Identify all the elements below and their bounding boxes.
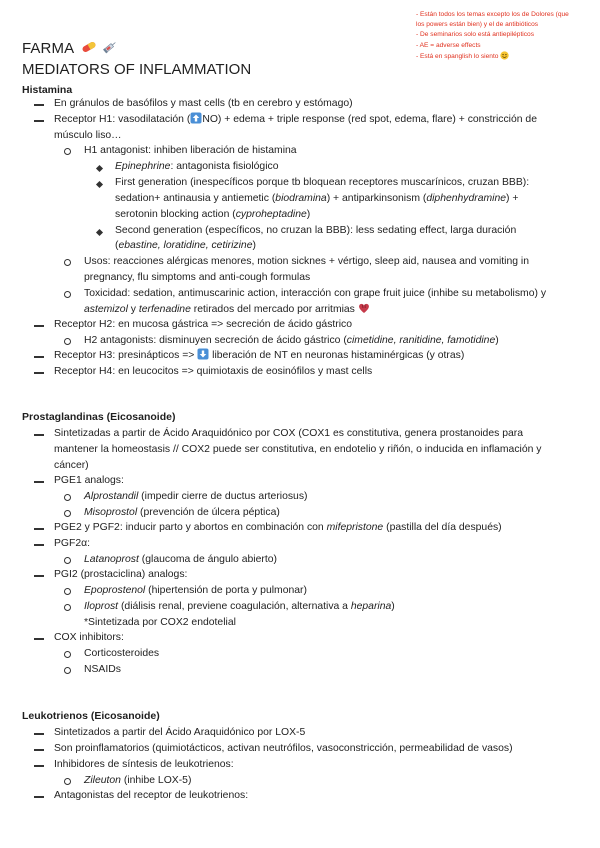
note-line: - Están todos los temas excepto los de Dolores (que <box>416 11 569 18</box>
diamond-bullet <box>96 181 103 188</box>
smile-icon <box>500 51 509 60</box>
list-item-continuation: (ebastine, loratidine, cetirizine) <box>115 240 256 251</box>
list-item: Zileuton (inhibe LOX-5) <box>84 775 192 786</box>
list-item-continuation: cáncer) <box>54 460 89 471</box>
list-item-continuation: mantener la homeostasis // COX2 puede ser constitutiva, en endotelio y riñón, o inducida en inflamación y <box>54 444 542 455</box>
note-line: - Está en spanglish lo siento <box>416 51 596 62</box>
note-line: los powers están bien) y el de antibióticos <box>416 21 539 29</box>
list-item-continuation: serotonin blocking action (cyproheptadine) <box>115 209 311 220</box>
list-item-continuation: *Sintetizada por COX2 endotelial <box>84 617 236 628</box>
circle-bullet <box>64 778 71 785</box>
circle-bullet <box>64 604 71 611</box>
dash-bullet <box>34 765 44 767</box>
list-item: COX inhibitors: <box>54 632 124 643</box>
circle-bullet <box>64 588 71 595</box>
list-item: Second generation (específicos, no cruzan la BBB): less sedating effect, larga duración <box>115 225 517 236</box>
list-item: Latanoprost (glaucoma de ángulo abierto) <box>84 554 277 565</box>
list-item-continuation: astemizol y terfenadine retirados del mercado por arritmias <box>84 302 370 318</box>
circle-bullet <box>64 291 71 298</box>
circle-bullet <box>64 494 71 501</box>
dash-bullet <box>34 325 44 327</box>
list-item: Sintetizadas a partir de Ácido Araquidónico por COX (COX1 es constitutiva, genera prostanoides para <box>54 428 523 439</box>
list-item: PGE2 y PGF2: inducir parto y abortos en combinación con mifepristone (pastilla del día después) <box>54 522 502 533</box>
list-item: H2 antagonists: disminuyen secreción de ácido gástrico (cimetidine, ranitidine, famotidine) <box>84 335 499 346</box>
heart-icon <box>358 302 370 314</box>
note-line: - De seminarios solo está antiepilépticos <box>416 31 535 39</box>
circle-bullet <box>64 148 71 155</box>
notes-box <box>416 10 596 62</box>
page-subtitle: MEDIATORS OF INFLAMMATION <box>22 61 252 78</box>
list-item: Epinephrine: antagonista fisiológico <box>115 161 279 172</box>
section-heading-prostaglandinas: Prostaglandinas (Eicosanoide) <box>22 411 176 423</box>
section-heading-leukotrienos: Leukotrienos (Eicosanoide) <box>22 710 160 722</box>
list-item: Usos: reacciones alérgicas menores, motion sicknes + vértigo, sleep aid, nausea and vomiting in <box>84 256 530 267</box>
list-item: Sintetizados a partir del Ácido Araquidónico por LOX-5 <box>54 727 306 738</box>
list-item: Receptor H1: vasodilatación ( NO) + edema + triple response (red spot, edema, flare) + constricción de <box>54 114 537 125</box>
dash-bullet <box>34 796 44 798</box>
list-item: Alprostandil (impedir cierre de ductus arteriosus) <box>84 491 308 502</box>
dash-bullet <box>34 733 44 735</box>
up-arrow-icon <box>190 112 202 124</box>
list-item: En gránulos de basófilos y mast cells (tb en cerebro y estómago) <box>54 98 353 109</box>
list-item: Receptor H3: presinápticos => liberación de NT en neuronas histaminérgicas (y otras) <box>54 350 465 361</box>
dash-bullet <box>34 544 44 546</box>
circle-bullet <box>64 510 71 517</box>
page-title: FARMA <box>22 40 118 57</box>
list-item: PGF2α: <box>54 538 91 549</box>
down-arrow-icon <box>197 348 209 360</box>
dash-bullet <box>34 528 44 530</box>
note-line: - AE = adverse effects <box>416 41 481 49</box>
circle-bullet <box>64 651 71 658</box>
list-item: NSAIDs <box>84 664 121 675</box>
list-item: Receptor H4: en leucocitos => quimiotaxis de eosinófilos y mast cells <box>54 366 373 377</box>
list-item: Corticosteroides <box>84 648 160 659</box>
dash-bullet <box>34 120 44 122</box>
list-item: Receptor H2: en mucosa gástrica => secreción de ácido gástrico <box>54 319 353 330</box>
syringe-icon <box>102 40 118 54</box>
list-item: Son proinflamatorios (quimiotácticos, activan neutrófilos, vasoconstricción, permeabilidad de vasos) <box>54 743 513 754</box>
list-item: PGI2 (prostaciclina) analogs: <box>54 569 188 580</box>
circle-bullet <box>64 338 71 345</box>
diamond-bullet <box>96 229 103 236</box>
section-heading-histamina: Histamina <box>22 84 73 96</box>
dash-bullet <box>34 575 44 577</box>
circle-bullet <box>64 557 71 564</box>
list-item-continuation: músculo liso… <box>54 130 122 141</box>
list-item: Inhibidores de síntesis de leukotrienos: <box>54 759 234 770</box>
list-item: Iloprost (diálisis renal, previene coagulación, alternativa a heparina) <box>84 601 395 612</box>
circle-bullet <box>64 259 71 266</box>
list-item: Epoprostenol (hipertensión de porta y pulmonar) <box>84 585 307 596</box>
dash-bullet <box>34 434 44 436</box>
list-item-continuation: sedation+ antinausia y antiemetic (biodramina) + antiparkinsonism (diphenhydramine) + <box>115 193 519 204</box>
list-item: Misoprostol (prevención de úlcera péptica) <box>84 507 280 518</box>
pill-icon <box>80 40 98 54</box>
diamond-bullet <box>96 165 103 172</box>
dash-bullet <box>34 481 44 483</box>
dash-bullet <box>34 638 44 640</box>
list-item: PGE1 analogs: <box>54 475 124 486</box>
dash-bullet <box>34 372 44 374</box>
list-item-continuation: pregnancy, flu simptoms and anti-cough formulas <box>84 272 311 283</box>
list-item: Antagonistas del receptor de leukotrienos: <box>54 790 249 801</box>
list-item: First generation (inespecíficos porque tb bloquean receptores muscarínicos, cruzan BBB): <box>115 177 530 188</box>
dash-bullet <box>34 104 44 106</box>
circle-bullet <box>64 667 71 674</box>
dash-bullet <box>34 356 44 358</box>
list-item: H1 antagonist: inhiben liberación de histamina <box>84 145 297 156</box>
dash-bullet <box>34 749 44 751</box>
list-item: Toxicidad: sedation, antimuscarinic action, interacción con grape fruit juice (inhibe su metabolismo) y <box>84 288 547 299</box>
